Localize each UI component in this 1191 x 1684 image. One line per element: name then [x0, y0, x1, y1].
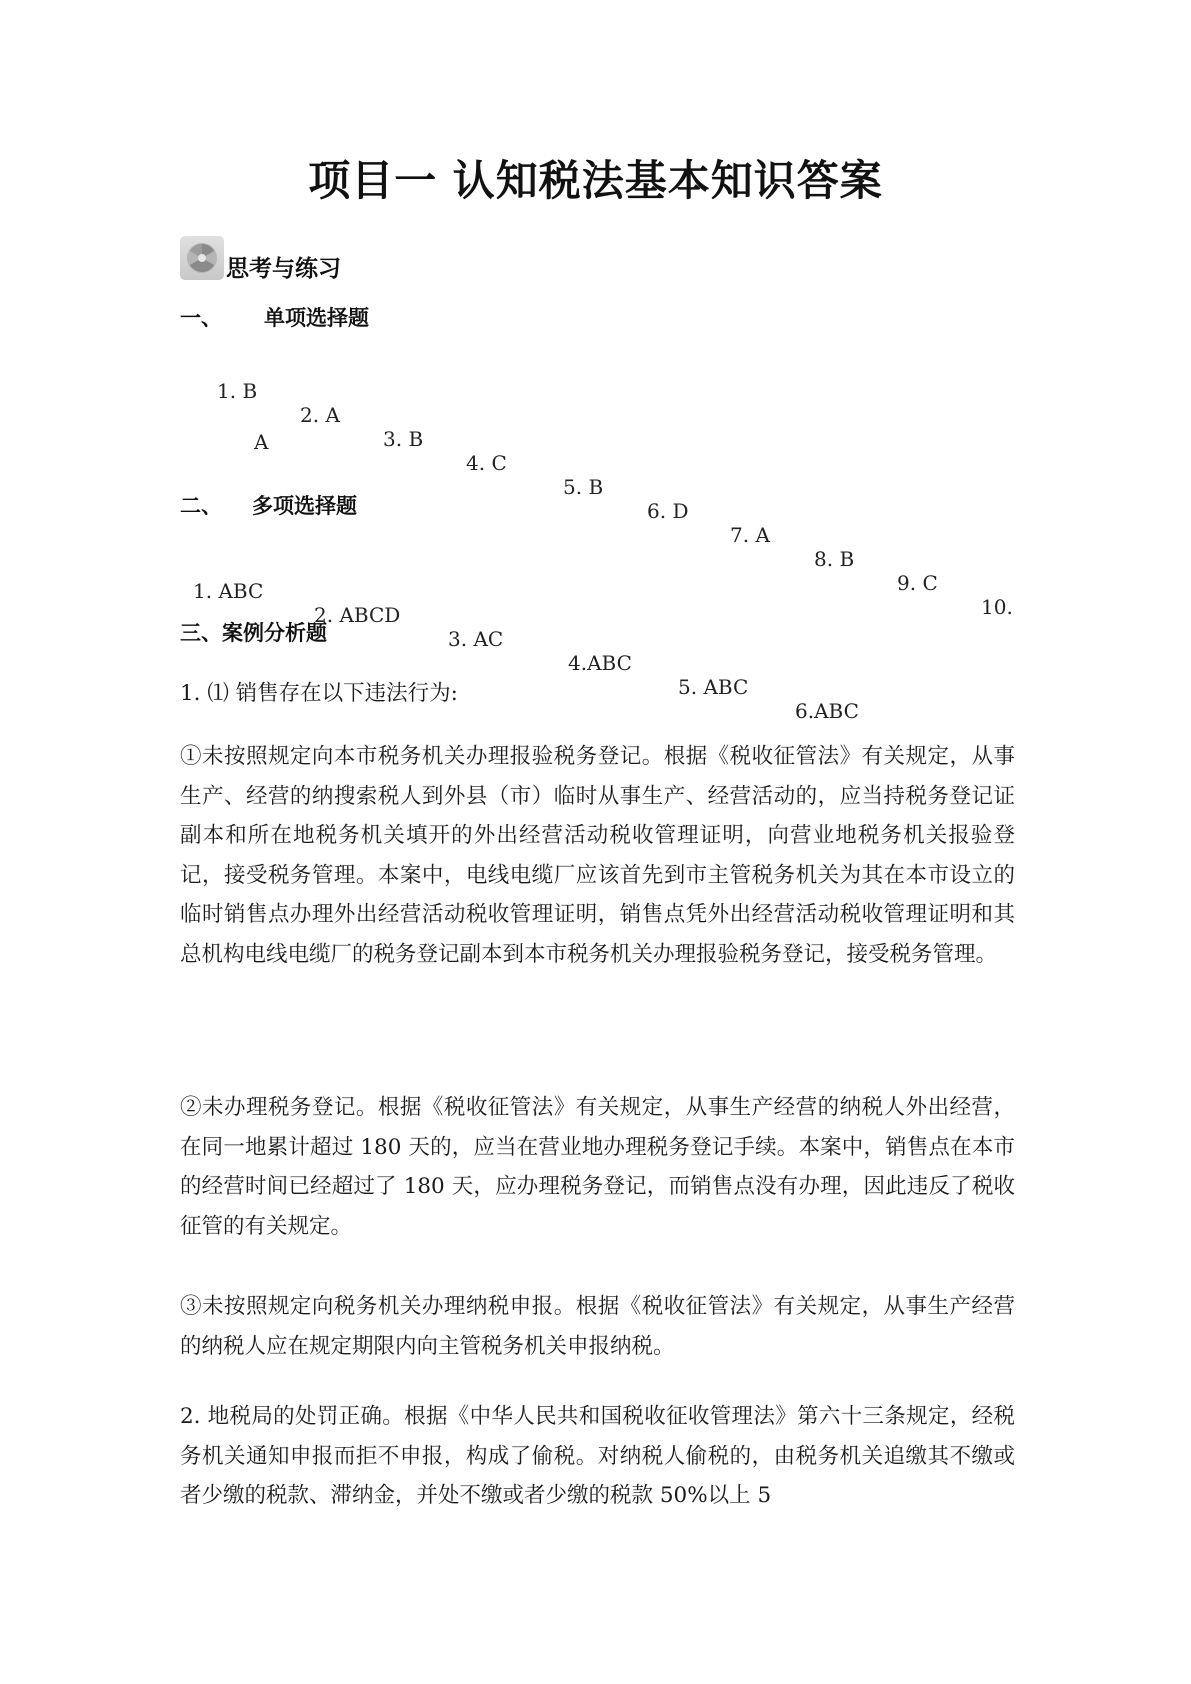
case-paragraph-2: ②未办理税务登记。根据《税收征管法》有关规定，从事生产经营的纳税人外出经营，在同一地累计超过 180 天的，应当在营业地办理税务登记手续。本案中，销售点在本市的经营时间已经超过了 180 天，应办理税务登记，而销售点没有办理，因此违反了税收征管的有关规定。: [180, 1095, 1015, 1239]
answer-item: 6.ABC: [795, 699, 859, 723]
answer-item: 8. B: [814, 547, 855, 571]
answer-item: 7. A: [730, 523, 770, 547]
radiation-icon: [180, 236, 224, 280]
case-paragraph-3: ③未按照规定向税务机关办理纳税申报。根据《税收征管法》有关规定，从事生产经营的纳税人应在规定期限内向主管税务机关申报纳税。: [180, 1294, 1015, 1359]
section-label: 思考与练习: [226, 256, 341, 282]
answer-item: 1. B: [217, 379, 258, 403]
case-paragraph-4: 2. 地税局的处罚正确。根据《中华人民共和国税收征收管理法》第六十三条规定，经税务机关通知申报而拒不申报，构成了偷税。对纳税人偷税的，由税务机关追缴其不缴或者少缴的税款、滞纳金，并处不缴或者少缴的税款 50%以上 5: [180, 1404, 1015, 1508]
part1-answer-wrap: A: [254, 430, 269, 454]
answer-item: 9. C: [897, 571, 938, 595]
part1-heading-text: 单项选择题: [264, 306, 369, 330]
answer-item: 5. B: [563, 475, 604, 499]
document-title: 项目一 认知税法基本知识答案: [308, 156, 883, 205]
answer-item: 4. C: [466, 451, 507, 475]
section-header: [180, 232, 341, 283]
answer-item: 3. AC: [448, 627, 504, 651]
part2-heading-num: 二、: [180, 494, 222, 518]
part2-heading: [180, 490, 357, 520]
part2-heading-text: 多项选择题: [252, 494, 357, 518]
part1-heading-num: 一、: [180, 306, 222, 330]
answer-item: 10.: [981, 595, 1013, 619]
part1-heading: [180, 302, 369, 332]
answer-item: 4.ABC: [568, 651, 632, 675]
part3-heading: 三、案例分析题: [180, 621, 327, 645]
case-intro: 1. ⑴ 销售存在以下违法行为:: [180, 681, 458, 706]
answer-item: 6. D: [647, 499, 689, 523]
answer-item: 2. A: [300, 403, 340, 427]
case-paragraph-1: ①未按照规定向本市税务机关办理报验税务登记。根据《税收征管法》有关规定，从事生产、经营的纳搜索税人到外县（市）临时从事生产、经营活动的，应当持税务登记证副本和所在地税务机关填开的外出经营活动税收管理证明，向营业地税务机关报验登记，接受税务管理。本案中，电线电缆厂应该首先到市主管税务机关为其在本市设立的临时销售点办理外出经营活动税收管理证明，销售点凭外出经营活动税收管理证明和其总机构电线电缆厂的税务登记副本到本市税务机关办理报验税务登记，接受税务管理。: [180, 744, 1015, 967]
answer-item: 5. ABC: [678, 675, 749, 699]
answer-item: 1. ABC: [193, 579, 264, 603]
answer-item: 2. ABCD: [314, 603, 401, 627]
answer-item: 3. B: [383, 427, 424, 451]
